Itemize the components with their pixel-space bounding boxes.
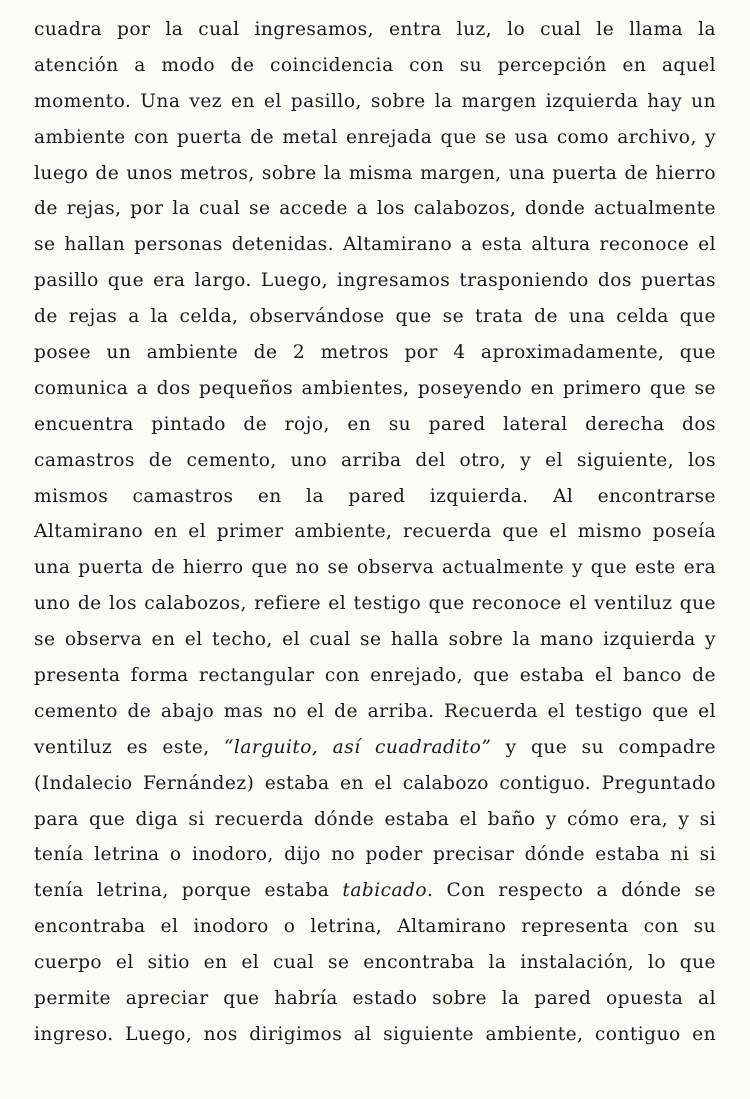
text-segment: camastros de cemento, uno arriba del otro, y el siguiente, los [34,449,716,471]
text-segment: cemento de abajo mas no el de arriba. Recuerda el testigo que el [34,700,716,722]
text-segment: se observa en el techo, el cual se halla sobre la mano izquierda y [34,629,716,651]
text-line [34,84,716,120]
text-segment: permite apreciar que habría estado sobre la pared opuesta al [34,988,716,1010]
text-segment: y que su compadre [491,736,717,758]
text-segment: comunica a dos pequeños ambientes, poseyendo en primero que se [34,377,716,399]
text-line [34,335,716,371]
text-line [34,837,716,873]
text-line [34,191,716,227]
text-segment: tenía letrina, porque estaba [34,880,343,902]
text-segment: una puerta de hierro que no se observa actualmente y que este era [34,557,716,579]
text-segment: luego de unos metros, sobre la misma margen, una puerta de hierro [34,162,716,184]
text-segment: atención a modo de coincidencia con su percepción en aquel [34,54,716,76]
text-line [34,120,716,156]
text-line [34,586,716,622]
text-segment: mismos camastros en la pared izquierda. Al encontrarse [34,485,716,507]
text-line [34,227,716,263]
text-line [34,263,716,299]
text-line [34,945,716,981]
text-line [34,658,716,694]
text-segment: cuadra por la cual ingresamos, entra luz, lo cual le llama la [34,19,716,40]
text-line [34,550,716,586]
text-segment: de rejas, por la cual se accede a los calabozos, donde actualmente [34,198,716,220]
text-line [34,766,716,802]
text-segment: ingreso. Luego, nos dirigimos al siguiente ambiente, contiguo en [34,1023,716,1045]
text-line [34,1017,716,1053]
text-segment: para que diga si recuerda dónde estaba el baño y cómo era, y si [34,808,716,830]
text-line [34,479,716,515]
text-segment: cuerpo el sitio en el cual se encontraba la instalación, lo que [34,952,716,974]
text-line [34,873,716,909]
text-segment: se hallan personas detenidas. Altamirano a esta altura reconoce el [34,234,716,256]
text-segment: de rejas a la celda, observándose que se trata de una celda que [34,306,716,328]
text-segment: pasillo que era largo. Luego, ingresamos trasponiendo dos puertas [34,270,716,292]
text-line [34,299,716,335]
text-line [34,407,716,443]
text-line [34,802,716,838]
text-segment: (Indalecio Fernández) estaba en el calabozo contiguo. Preguntado [34,772,716,794]
text-line [34,48,716,84]
text-line [34,12,716,48]
text-line [34,730,716,766]
text-segment: ambiente con puerta de metal enrejada que se usa como archivo, y [34,126,716,148]
text-segment: ventiluz es este, [34,736,224,758]
text-line [34,514,716,550]
text-segment: encuentra pintado de rojo, en su pared lateral derecha dos [34,413,716,435]
text-line [34,622,716,658]
body-text [34,12,716,1053]
text-line [34,443,716,479]
text-line [34,909,716,945]
text-line [34,981,716,1017]
text-segment: Altamirano en el primer ambiente, recuerda que el mismo poseía [34,521,716,543]
text-segment: momento. Una vez en el pasillo, sobre la margen izquierda hay un [34,90,716,112]
text-segment: encontraba el inodoro o letrina, Altamirano representa con su [34,916,716,938]
text-segment: . Con respecto a dónde se [427,880,716,902]
italic-text-segment: “larguito, así cuadradito” [223,736,492,758]
text-segment: uno de los calabozos, refiere el testigo que reconoce el ventiluz que [34,593,716,615]
text-line [34,156,716,192]
text-line [34,371,716,407]
italic-text-segment: tabicado [342,880,428,902]
text-line [34,694,716,730]
text-segment: posee un ambiente de 2 metros por 4 aproximadamente, que [34,342,716,364]
text-segment: presenta forma rectangular con enrejado, que estaba el banco de [34,665,716,687]
text-segment: tenía letrina o inodoro, dijo no poder precisar dónde estaba ni si [34,844,716,866]
